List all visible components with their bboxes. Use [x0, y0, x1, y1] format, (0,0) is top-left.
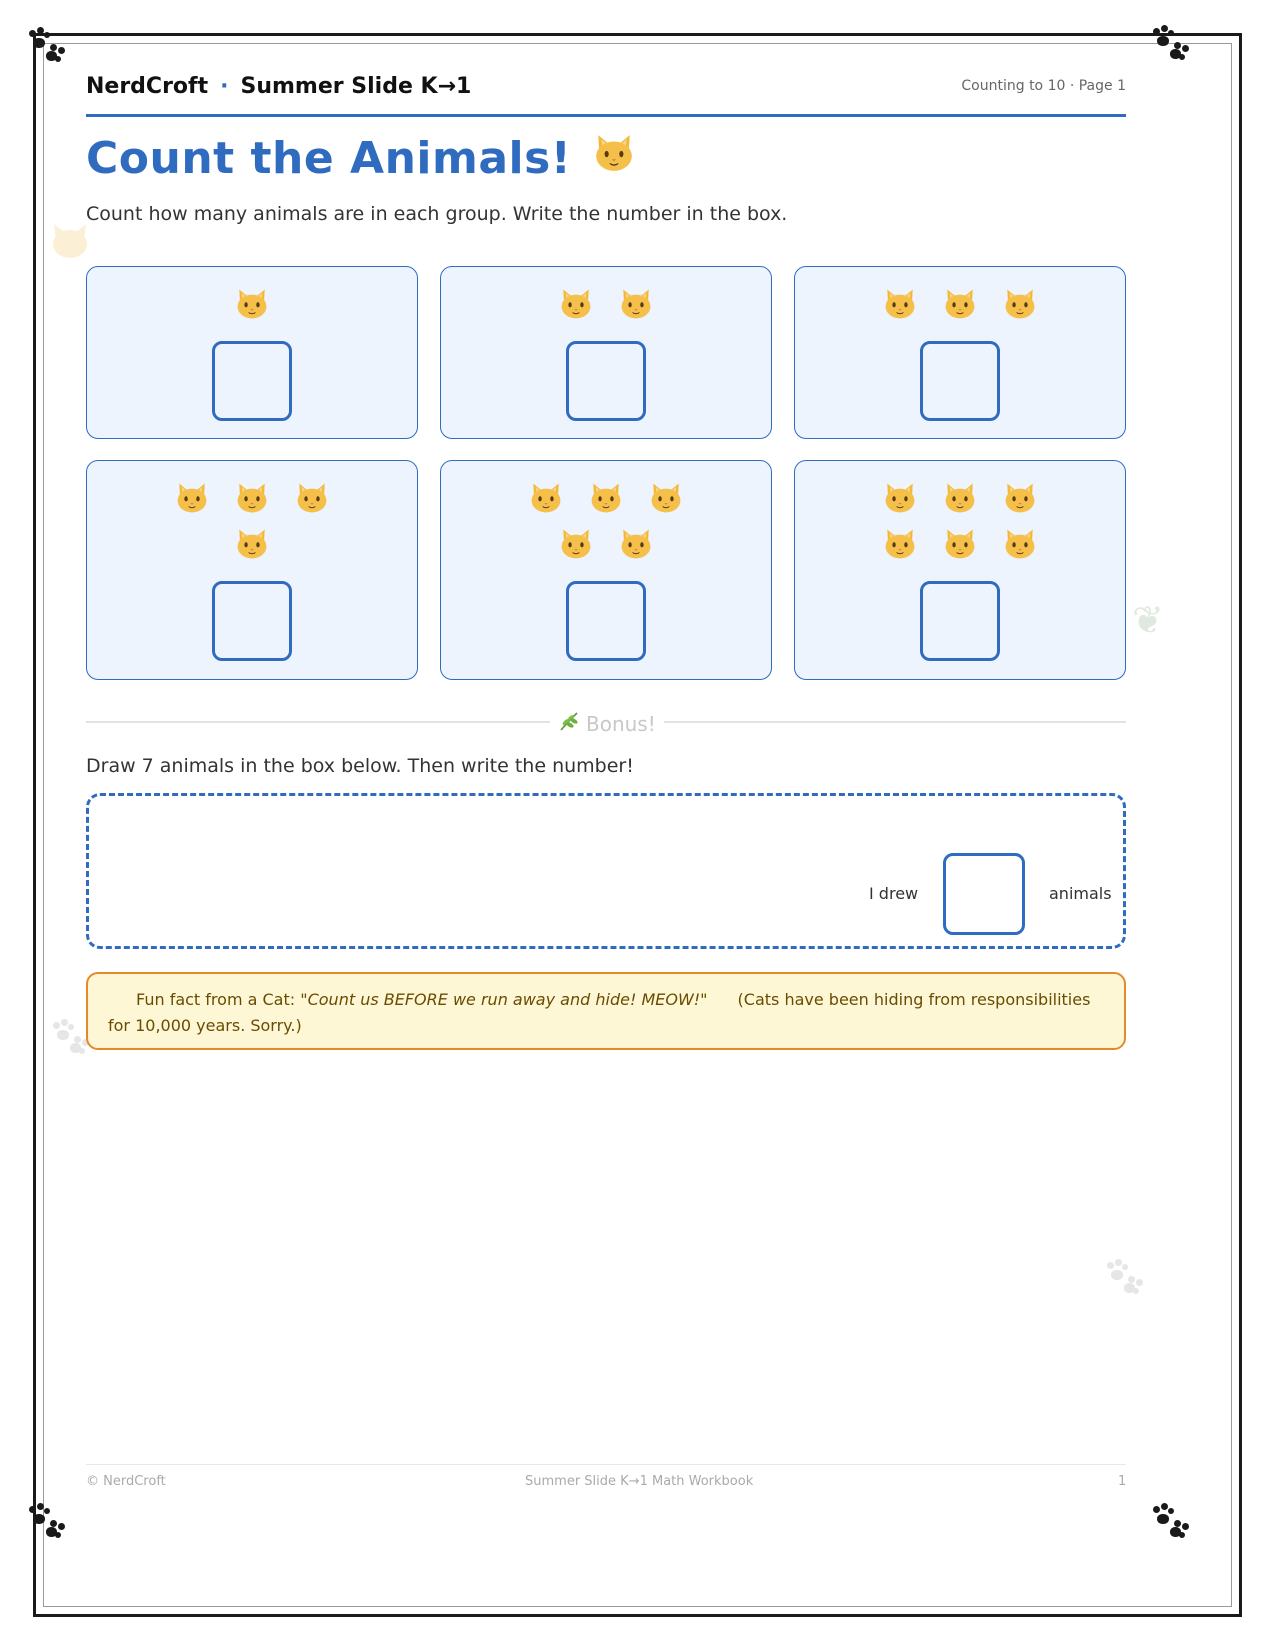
counting-card-4	[86, 460, 418, 680]
footer-page-number: 1	[1118, 1474, 1127, 1489]
cat-face-icon	[1003, 481, 1037, 519]
series-name: Summer Slide K→1	[240, 74, 472, 99]
paw-prints-icon	[26, 1502, 66, 1542]
cat-face-icon	[235, 287, 269, 325]
cat-face-icon	[883, 481, 917, 519]
answer-box[interactable]	[566, 341, 646, 421]
footer-title: Summer Slide K→1 Math Workbook	[525, 1474, 754, 1489]
cat-row	[795, 477, 1125, 523]
footer-copyright: © NerdCroft	[86, 1474, 166, 1489]
faint-paw-prints-icon	[1104, 1258, 1144, 1298]
cat-face-icon	[883, 527, 917, 565]
bonus-instruction: Draw 7 animals in the box below. Then write the number!	[86, 755, 634, 777]
cat-face-icon	[1003, 527, 1037, 565]
brand-separator: ·	[220, 74, 229, 99]
cat-face-icon	[593, 132, 635, 185]
answer-box[interactable]	[566, 581, 646, 661]
answer-box[interactable]	[212, 581, 292, 661]
brand-line	[86, 74, 471, 99]
fun-fact-quote: "Count us BEFORE we run away and hide! MEOW!"	[300, 990, 708, 1009]
i-drew-label: I drew	[869, 884, 919, 903]
footer-divider	[86, 1464, 1126, 1465]
answer-box[interactable]	[212, 341, 292, 421]
cat-face-icon	[649, 481, 683, 519]
cat-face-icon	[559, 527, 593, 565]
faint-cat-face-icon	[50, 222, 90, 264]
cat-face-icon	[943, 527, 977, 565]
counting-card-2	[440, 266, 772, 439]
cat-face-icon	[175, 481, 209, 519]
paw-prints-icon	[26, 26, 66, 66]
cat-face-icon	[235, 481, 269, 519]
paw-prints-icon	[1150, 1502, 1190, 1542]
counting-card-5	[440, 460, 772, 680]
brand-name: NerdCroft	[86, 74, 209, 99]
cat-face-icon	[529, 481, 563, 519]
counting-card-3	[794, 266, 1126, 439]
drawing-area[interactable]	[86, 793, 1126, 949]
bonus-answer-box[interactable]	[943, 853, 1025, 935]
faint-paw-prints-icon	[50, 1018, 90, 1058]
cat-row	[795, 283, 1125, 329]
bonus-label	[550, 710, 664, 737]
fun-fact-callout	[86, 972, 1126, 1050]
cat-face-icon	[235, 527, 269, 565]
cat-row	[87, 283, 417, 329]
fun-fact-lead: Fun fact from a Cat:	[136, 990, 296, 1009]
page-title	[86, 132, 635, 185]
fun-fact-aside: (Cats have been hiding from responsibilities for 10,000 years. Sorry.)	[108, 990, 1091, 1035]
herb-icon	[558, 710, 580, 737]
answer-box[interactable]	[920, 341, 1000, 421]
page-title-text: Count the Animals!	[86, 133, 572, 184]
cat-face-icon	[883, 287, 917, 325]
counting-card-1	[86, 266, 418, 439]
faint-leaf-icon: ❦	[1132, 598, 1164, 642]
cat-face-icon	[589, 481, 623, 519]
cat-face-icon	[295, 481, 329, 519]
cat-row	[87, 523, 417, 569]
cat-face-icon	[619, 527, 653, 565]
instructions: Count how many animals are in each group. Write the number in the box.	[86, 203, 788, 225]
cat-face-icon	[1003, 287, 1037, 325]
cat-face-icon	[559, 287, 593, 325]
cat-row	[441, 283, 771, 329]
animals-label: animals	[1049, 884, 1112, 903]
cat-row	[795, 523, 1125, 569]
page-header	[86, 72, 1126, 117]
cat-row	[441, 477, 771, 523]
bonus-text: Bonus!	[586, 711, 656, 736]
answer-box[interactable]	[920, 581, 1000, 661]
cat-row	[441, 523, 771, 569]
paw-prints-icon	[1150, 24, 1190, 64]
page-info: Counting to 10 · Page 1	[961, 78, 1126, 94]
counting-card-6	[794, 460, 1126, 680]
cat-face-icon	[943, 287, 977, 325]
cat-face-icon	[943, 481, 977, 519]
cat-face-icon	[619, 287, 653, 325]
cat-row	[87, 477, 417, 523]
